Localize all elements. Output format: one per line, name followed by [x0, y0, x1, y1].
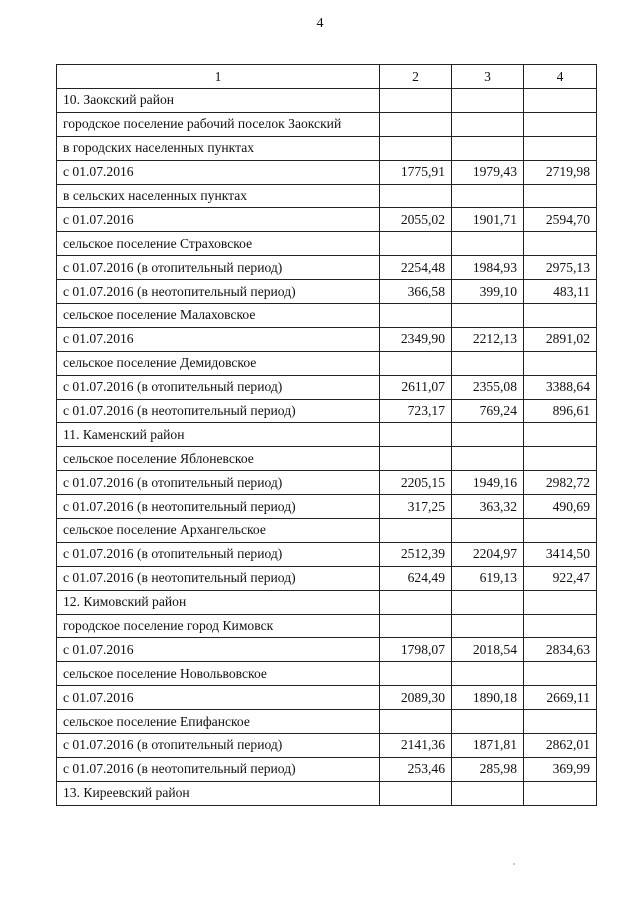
row-label-cell: с 01.07.2016 (в отопительный период)	[57, 471, 380, 495]
value-cell-col4	[524, 304, 597, 328]
value-cell-col2	[380, 447, 452, 471]
value-cell-col3: 1949,16	[452, 471, 524, 495]
row-label-cell: 13. Киреевский район	[57, 781, 380, 805]
row-label-cell: с 01.07.2016 (в неотопительный период)	[57, 495, 380, 519]
value-cell-col4: 490,69	[524, 495, 597, 519]
value-cell-col2: 366,58	[380, 280, 452, 304]
value-cell-col3: 399,10	[452, 280, 524, 304]
value-cell-col3: 1871,81	[452, 734, 524, 758]
table-row	[57, 256, 597, 280]
value-cell-col4: 2975,13	[524, 256, 597, 280]
row-label-cell: с 01.07.2016 (в неотопительный период)	[57, 566, 380, 590]
value-cell-col3: 285,98	[452, 757, 524, 781]
value-cell-col3	[452, 304, 524, 328]
table-row	[57, 375, 597, 399]
row-label-cell: с 01.07.2016 (в отопительный период)	[57, 256, 380, 280]
value-cell-col4	[524, 423, 597, 447]
column-header-1: 1	[57, 65, 380, 89]
value-cell-col3	[452, 89, 524, 113]
row-label-cell: с 01.07.2016 (в отопительный период)	[57, 542, 380, 566]
value-cell-col2: 253,46	[380, 757, 452, 781]
column-header-2: 2	[380, 65, 452, 89]
value-cell-col2	[380, 112, 452, 136]
table-row	[57, 471, 597, 495]
table-row	[57, 351, 597, 375]
value-cell-col2	[380, 590, 452, 614]
value-cell-col2: 2141,36	[380, 734, 452, 758]
value-cell-col2	[380, 351, 452, 375]
value-cell-col3: 769,24	[452, 399, 524, 423]
value-cell-col3	[452, 184, 524, 208]
value-cell-col3	[452, 710, 524, 734]
table-row	[57, 327, 597, 351]
value-cell-col3: 1979,43	[452, 160, 524, 184]
row-label-cell: с 01.07.2016 (в неотопительный период)	[57, 280, 380, 304]
row-label-cell: городское поселение рабочий поселок Заокский	[57, 112, 380, 136]
value-cell-col2	[380, 304, 452, 328]
value-cell-col4	[524, 136, 597, 160]
table-row	[57, 542, 597, 566]
row-label-cell: в сельских населенных пунктах	[57, 184, 380, 208]
value-cell-col4: 3414,50	[524, 542, 597, 566]
value-cell-col2	[380, 662, 452, 686]
value-cell-col3	[452, 519, 524, 543]
value-cell-col2	[380, 89, 452, 113]
row-label-cell: 10. Заокский район	[57, 89, 380, 113]
row-label-cell: с 01.07.2016	[57, 686, 380, 710]
value-cell-col2	[380, 781, 452, 805]
page-number: 4	[316, 16, 324, 31]
value-cell-col2: 2055,02	[380, 208, 452, 232]
value-cell-col4: 2891,02	[524, 327, 597, 351]
value-cell-col3: 363,32	[452, 495, 524, 519]
value-cell-col4	[524, 710, 597, 734]
column-header-4: 4	[524, 65, 597, 89]
value-cell-col4	[524, 447, 597, 471]
table-row	[57, 495, 597, 519]
value-cell-col4	[524, 112, 597, 136]
row-label-cell: с 01.07.2016	[57, 327, 380, 351]
table-row	[57, 447, 597, 471]
table-row	[57, 423, 597, 447]
row-label-cell: сельское поселение Малаховское	[57, 304, 380, 328]
value-cell-col4: 2669,11	[524, 686, 597, 710]
row-label-cell: с 01.07.2016 (в отопительный период)	[57, 375, 380, 399]
table-row	[57, 399, 597, 423]
table-body	[57, 89, 597, 806]
table-row	[57, 232, 597, 256]
value-cell-col2: 2349,90	[380, 327, 452, 351]
table-row	[57, 614, 597, 638]
table-row	[57, 280, 597, 304]
value-cell-col4: 369,99	[524, 757, 597, 781]
value-cell-col2: 317,25	[380, 495, 452, 519]
value-cell-col2: 624,49	[380, 566, 452, 590]
value-cell-col3	[452, 351, 524, 375]
value-cell-col4: 2719,98	[524, 160, 597, 184]
value-cell-col3: 1901,71	[452, 208, 524, 232]
row-label-cell: сельское поселение Архангельское	[57, 519, 380, 543]
row-label-cell: сельское поселение Епифанское	[57, 710, 380, 734]
row-label-cell: сельское поселение Яблоневское	[57, 447, 380, 471]
value-cell-col4	[524, 614, 597, 638]
value-cell-col2	[380, 184, 452, 208]
value-cell-col3	[452, 781, 524, 805]
value-cell-col3: 1984,93	[452, 256, 524, 280]
value-cell-col4: 2834,63	[524, 638, 597, 662]
value-cell-col2	[380, 136, 452, 160]
value-cell-col4	[524, 351, 597, 375]
table-row	[57, 662, 597, 686]
value-cell-col3	[452, 112, 524, 136]
value-cell-col3: 2355,08	[452, 375, 524, 399]
row-label-cell: 12. Кимовский район	[57, 590, 380, 614]
value-cell-col3	[452, 423, 524, 447]
column-header-3: 3	[452, 65, 524, 89]
row-label-cell: 11. Каменский район	[57, 423, 380, 447]
value-cell-col3	[452, 232, 524, 256]
value-cell-col3: 2204,97	[452, 542, 524, 566]
table-row	[57, 519, 597, 543]
value-cell-col2: 2611,07	[380, 375, 452, 399]
row-label-cell: сельское поселение Демидовское	[57, 351, 380, 375]
value-cell-col4	[524, 184, 597, 208]
value-cell-col4	[524, 590, 597, 614]
table-row	[57, 160, 597, 184]
value-cell-col4	[524, 662, 597, 686]
row-label-cell: с 01.07.2016	[57, 638, 380, 662]
value-cell-col3	[452, 662, 524, 686]
value-cell-col4	[524, 519, 597, 543]
table-row	[57, 638, 597, 662]
value-cell-col3: 1890,18	[452, 686, 524, 710]
row-label-cell: городское поселение город Кимовск	[57, 614, 380, 638]
value-cell-col2: 2089,30	[380, 686, 452, 710]
table-row	[57, 89, 597, 113]
table-row	[57, 136, 597, 160]
row-label-cell: с 01.07.2016 (в неотопительный период)	[57, 757, 380, 781]
table-row	[57, 184, 597, 208]
value-cell-col4: 2862,01	[524, 734, 597, 758]
value-cell-col4: 922,47	[524, 566, 597, 590]
value-cell-col4	[524, 781, 597, 805]
value-cell-col2: 2512,39	[380, 542, 452, 566]
table-row	[57, 208, 597, 232]
value-cell-col2: 2254,48	[380, 256, 452, 280]
table-row	[57, 590, 597, 614]
value-cell-col2	[380, 423, 452, 447]
row-label-cell: в городских населенных пунктах	[57, 136, 380, 160]
value-cell-col2: 1775,91	[380, 160, 452, 184]
row-label-cell: с 01.07.2016 (в отопительный период)	[57, 734, 380, 758]
value-cell-col2	[380, 710, 452, 734]
value-cell-col2	[380, 519, 452, 543]
value-cell-col2	[380, 232, 452, 256]
value-cell-col2: 723,17	[380, 399, 452, 423]
table-row	[57, 112, 597, 136]
row-label-cell: с 01.07.2016 (в неотопительный период)	[57, 399, 380, 423]
value-cell-col3	[452, 614, 524, 638]
value-cell-col4	[524, 232, 597, 256]
table-row	[57, 566, 597, 590]
table-header-row	[57, 65, 597, 89]
table-row	[57, 686, 597, 710]
value-cell-col2	[380, 614, 452, 638]
scan-speck	[513, 863, 515, 865]
value-cell-col2: 1798,07	[380, 638, 452, 662]
row-label-cell: с 01.07.2016	[57, 160, 380, 184]
tariff-table	[56, 64, 597, 806]
row-label-cell: сельское поселение Страховское	[57, 232, 380, 256]
table-row	[57, 734, 597, 758]
table-row	[57, 757, 597, 781]
value-cell-col3	[452, 590, 524, 614]
table-row	[57, 304, 597, 328]
value-cell-col3: 2018,54	[452, 638, 524, 662]
value-cell-col4: 483,11	[524, 280, 597, 304]
value-cell-col3	[452, 447, 524, 471]
table-row	[57, 781, 597, 805]
value-cell-col4: 896,61	[524, 399, 597, 423]
value-cell-col4	[524, 89, 597, 113]
value-cell-col4: 2982,72	[524, 471, 597, 495]
value-cell-col4: 2594,70	[524, 208, 597, 232]
value-cell-col3	[452, 136, 524, 160]
value-cell-col2: 2205,15	[380, 471, 452, 495]
row-label-cell: сельское поселение Новольвовское	[57, 662, 380, 686]
value-cell-col3: 2212,13	[452, 327, 524, 351]
value-cell-col4: 3388,64	[524, 375, 597, 399]
value-cell-col3: 619,13	[452, 566, 524, 590]
table-row	[57, 710, 597, 734]
row-label-cell: с 01.07.2016	[57, 208, 380, 232]
